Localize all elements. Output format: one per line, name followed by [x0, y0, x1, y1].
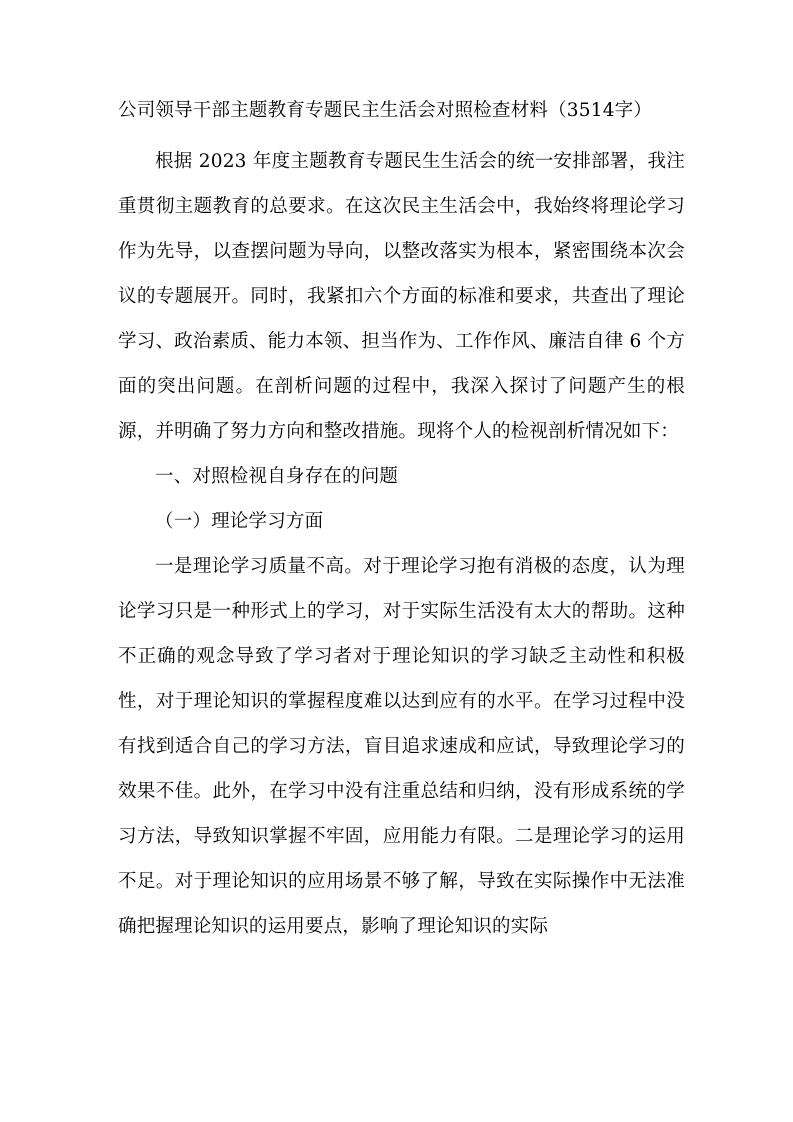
- section-heading-1-1: （一）理论学习方面: [155, 511, 324, 532]
- document-title: 公司领导干部主题教育专题民主生活会对照检查材料（3514字）: [118, 100, 653, 121]
- paragraph-body-1: 一是理论学习质量不高。对于理论学习抱有消极的态度，认为理论学习只是一种形式上的学习，对于实际生活没有太大的帮助。这种不正确的观念导致了学习者对于理论知识的学习缺乏主动性和积极性，对于理论知识的掌握程度难以达到应有的水平。在学习过程中没有找到适合自己的学习方法，盲目追求速成和应试，导致理论学习的效果不佳。此外，在学习中没有注重总结和归纳，没有形成系统的学习方法，导致知识掌握不牢固，应用能力有限。二是理论学习的运用不足。对于理论知识的应用场景不够了解，导致在实际操作中无法准确把握理论知识的运用要点，影响了理论知识的实际: [118, 556, 685, 937]
- section-heading-1: 一、对照检视自身存在的问题: [155, 466, 399, 487]
- paragraph-intro: 根据 2023 年度主题教育专题民生生活会的统一安排部署，我注重贯彻主题教育的总要求。在这次民主生活会中，我始终将理论学习作为先导，以查摆问题为导向，以整改落实为根本，紧密围绕本次会议的专题展开。同时，我紧扣六个方面的标准和要求，共查出了理论学习、政治素质、能力本领、担当作为、工作作风、廉洁自律 6 个方面的突出问题。在剖析问题的过程中，我深入探讨了问题产生的根源，并明确了努力方向和整改措施。现将个人的检视剖析情况如下：: [118, 151, 685, 442]
